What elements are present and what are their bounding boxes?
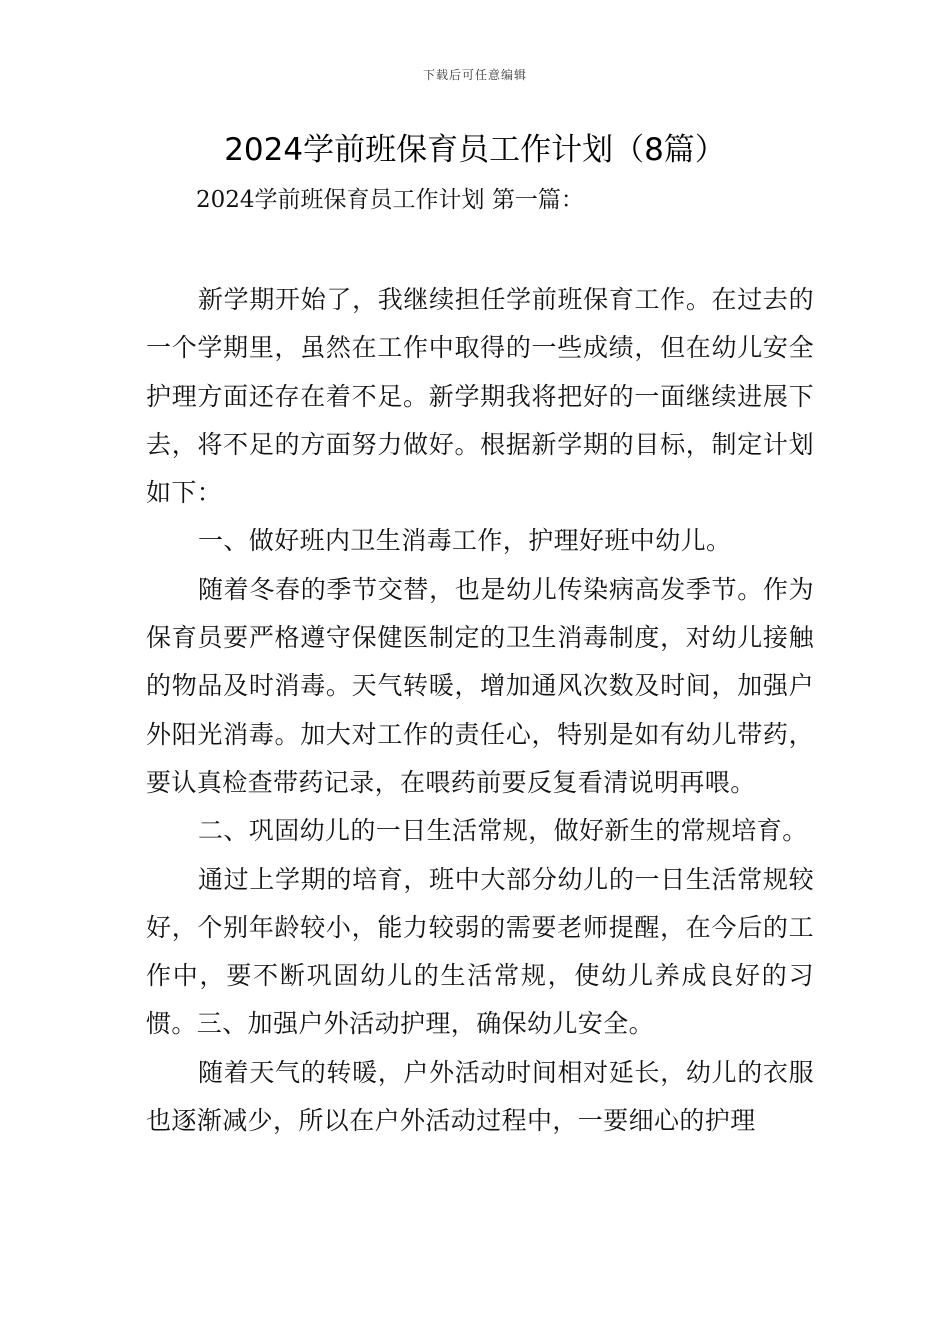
document-subtitle: 2024学前班保育员工作计划 第一篇： — [196, 187, 584, 213]
section-heading-2: 二、巩固幼儿的一日生活常规，做好新生的常规培育。 — [198, 816, 808, 846]
page-header-note: 下载后可任意编辑 — [422, 68, 527, 82]
paragraph-outdoor: 随着天气的转暖，户外活动时间相对延长，幼儿的衣服也逐渐减少，所以在户外活动过程中，一要细心的护理 — [146, 1057, 814, 1136]
section-heading-1: 一、做好班内卫生消毒工作，护理好班中幼儿。 — [198, 526, 732, 556]
paragraph-routine: 通过上学期的培育，班中大部分幼儿的一日生活常规较好，个别年龄较小，能力较弱的需要老师提醒，在今后的工作中，要不断巩固幼儿的生活常规，使幼儿养成良好的习惯。三、加强户外活动护理，确保幼儿安全。 — [146, 864, 814, 1039]
document-title: 2024学前班保育员工作计划（8篇） — [224, 132, 726, 168]
paragraph-hygiene: 随着冬春的季节交替，也是幼儿传染病高发季节。作为保育员要严格遵守保健医制定的卫生消毒制度，对幼儿接触的物品及时消毒。天气转暖，增加通风次数及时间，加强户外阳光消毒。加大对工作的责任心，特别是如有幼儿带药，要认真检查带药记录，在喂药前要反复看清说明再喂。 — [146, 574, 814, 797]
document-body — [146, 276, 814, 1145]
paragraph-intro: 新学期开始了，我继续担任学前班保育工作。在过去的一个学期里，虽然在工作中取得的一些成绩，但在幼儿安全护理方面还存在着不足。新学期我将把好的一面继续进展下去，将不足的方面努力做好。根据新学期的目标，制定计划如下： — [146, 285, 814, 508]
